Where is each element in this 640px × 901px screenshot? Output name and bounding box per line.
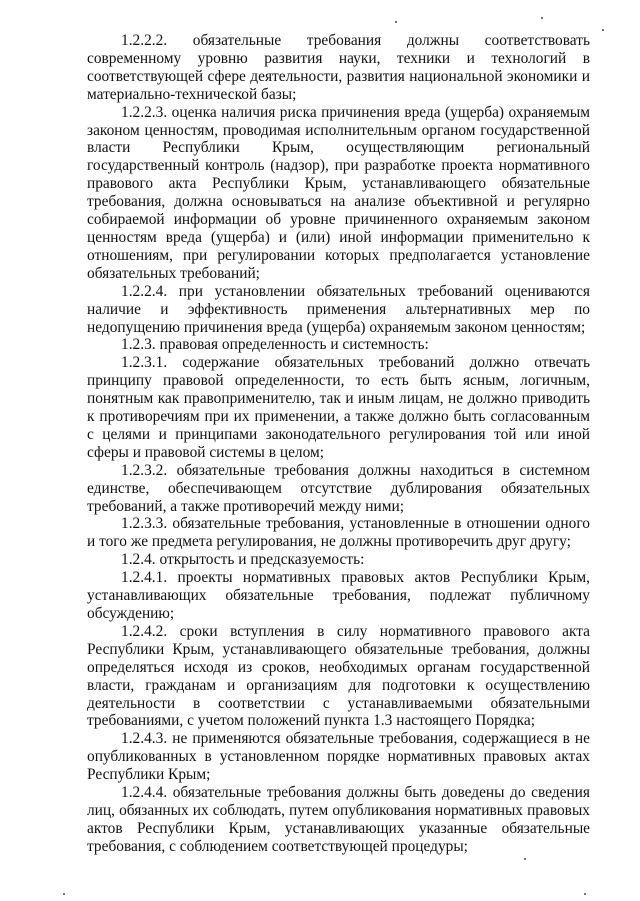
paragraph-1-2-4-4: 1.2.4.4. обязательные требования должны быть доведены до сведения лиц, обязанных их соблюдать, путем опубликования нормативных правовых актов Республики Крым, устанавливающих указанные обязательные требования, с соблюдением соответствующей процедуры; — [87, 784, 590, 855]
paragraph-1-2-2-3: 1.2.2.3. оценка наличия риска причинения вреда (ущерба) охраняемым законом ценностям, проводимая исполнительным органом государственной власти Республики Крым, осуществляющим региональный государственный контроль (надзор), при разработке проекта нормативного правового акта Республики Крым, устанавливающего обязательные требования, должна основываться на анализе объективной и регулярно собираемой информации об уровне причиненного охраняемым законом ценностям вреда (ущерба) и (или) иной информации применительно к отношениям, при регулировании которых предполагается установление обязательных требований; — [87, 103, 590, 282]
paragraph-1-2-3-1: 1.2.3.1. содержание обязательных требований должно отвечать принципу правовой определенности, то есть быть ясным, логичным, понятным как правоприменителю, так и иным лицам, не должно приводить к противоречиям при их применении, а также должно быть согласованным с целями и принципами законодательного регулирования той или иной сферы и правовой системы в целом; — [87, 354, 590, 461]
paragraph-1-2-4-2: 1.2.4.2. сроки вступления в силу нормативного правового акта Республики Крым, устанавливающего обязательные требования, должны определяться исходя из сроков, необходимых органам государственной власти, гражданам и организациям для подготовки к осуществлению деятельности в соответствии с устанавливаемыми обязательными требованиями, с учетом положений пункта 1.3 настоящего Порядка; — [87, 622, 590, 730]
paragraph-1-2-3: 1.2.3. правовая определенность и системность: — [121, 336, 429, 354]
scan-speck — [584, 893, 586, 895]
paragraph-1-2-4: 1.2.4. открытость и предсказуемость: — [121, 551, 365, 569]
scan-speck — [602, 29, 604, 31]
document-page — [87, 32, 590, 856]
paragraph-1-2-4-3: 1.2.4.3. не применяются обязательные требования, содержащиеся в не опубликованных в установленном порядке нормативных правовых актах Республики Крым; — [87, 730, 590, 784]
paragraph-1-2-3-3: 1.2.3.3. обязательные требования, установленные в отношении одного и того же предмета регулирования, не должны противоречить друг другу; — [87, 515, 590, 551]
paragraph-1-2-3-2: 1.2.3.2. обязательные требования должны находиться в системном единстве, обеспечивающем отсутствие дублирования обязательных требований, а также противоречий между ними; — [87, 461, 590, 515]
scan-speck — [63, 893, 65, 895]
scan-speck — [541, 17, 543, 19]
scan-speck — [524, 858, 526, 860]
paragraph-1-2-4-1: 1.2.4.1. проекты нормативных правовых актов Республики Крым, устанавливающих обязательные требования, подлежат публичному обсуждению; — [87, 569, 590, 622]
paragraph-1-2-2-2: 1.2.2.2. обязательные требования должны соответствовать современному уровню развития науки, техники и технологий в соответствующей сфере деятельности, развития национальной экономики и материально-технической базы; — [87, 32, 590, 103]
scan-speck — [395, 21, 397, 23]
paragraph-1-2-2-4: 1.2.2.4. при установлении обязательных требований оцениваются наличие и эффективность применения альтернативных мер по недопущению причинения вреда (ущерба) охраняемым законом ценностям; — [87, 282, 590, 336]
